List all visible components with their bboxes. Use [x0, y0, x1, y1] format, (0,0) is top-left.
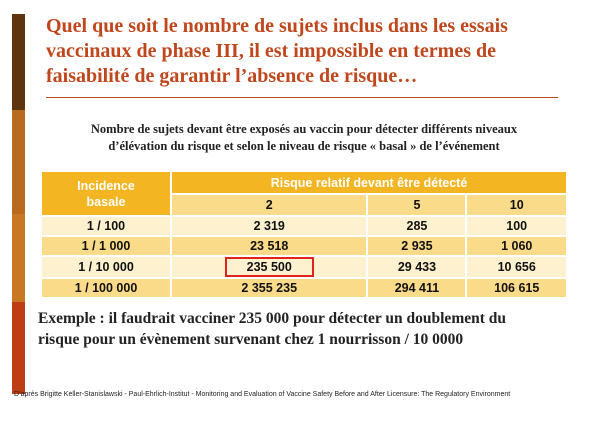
incidence-header — [42, 172, 170, 215]
incidence-cell: 1 / 100 000 — [42, 279, 170, 297]
rr-column-10: 10 — [467, 195, 566, 215]
slide-title-line-3: faisabilité de garantir l’absence de risque… — [46, 65, 418, 87]
table-row — [42, 279, 566, 297]
table-caption-line-1: Nombre de sujets devant être exposés au vaccin pour détecter différents niveaux — [90, 122, 518, 136]
highlight-box: 235 500 — [225, 257, 314, 277]
table-caption-line-2: d’élévation du risque et selon le niveau de risque « basal » de l’événement — [108, 139, 500, 153]
rr-column-2: 2 — [172, 195, 366, 215]
value-cell: 2 355 235 — [172, 279, 366, 297]
decorative-sidebar — [12, 14, 25, 394]
relative-risk-header: Risque relatif devant être détecté — [172, 172, 566, 193]
incidence-cell: 1 / 1 000 — [42, 237, 170, 255]
incidence-header-line-1: Incidence — [77, 178, 135, 193]
source-citation: D’après Brigitte Keller-Stanislawski - Paul-Ehrlich-Institut - Monitoring and Evaluation of Vaccine Safety Before and After Licensure: The Regulatory Environment — [14, 391, 511, 398]
value-cell: 2 935 — [368, 237, 465, 255]
sidebar-segment-dark-brown — [12, 14, 25, 110]
title-underline — [46, 97, 558, 98]
value-cell: 285 — [368, 217, 465, 235]
value-cell: 2 319 — [172, 217, 366, 235]
value-cell: 100 — [467, 217, 566, 235]
incidence-header-line-2: basale — [86, 194, 126, 209]
highlighted-value-cell — [172, 257, 366, 277]
slide-title — [46, 14, 566, 89]
value-cell: 294 411 — [368, 279, 465, 297]
incidence-cell: 1 / 100 — [42, 217, 170, 235]
sample-size-table — [40, 170, 568, 299]
table-caption — [54, 121, 554, 155]
value-cell: 23 518 — [172, 237, 366, 255]
slide-title-line-1: Quel que soit le nombre de sujets inclus dans les essais — [46, 15, 508, 37]
table-row — [42, 257, 566, 277]
incidence-cell: 1 / 10 000 — [42, 257, 170, 277]
example-line-2: risque pour un évènement survenant chez 1 nourrisson / 10 0000 — [38, 331, 464, 348]
value-cell: 106 615 — [467, 279, 566, 297]
example-line-1: Exemple : il faudrait vacciner 235 000 pour détecter un doublement du — [38, 310, 507, 327]
sidebar-segment-red — [12, 302, 25, 394]
sidebar-segment-orange — [12, 214, 25, 302]
example-text — [38, 308, 578, 350]
value-cell: 1 060 — [467, 237, 566, 255]
value-cell: 10 656 — [467, 257, 566, 277]
table-row — [42, 217, 566, 235]
value-cell: 29 433 — [368, 257, 465, 277]
sidebar-segment-brown — [12, 110, 25, 214]
slide-title-line-2: vaccinaux de phase III, il est impossible en termes de — [46, 40, 496, 62]
rr-column-5: 5 — [368, 195, 465, 215]
table-row — [42, 237, 566, 255]
